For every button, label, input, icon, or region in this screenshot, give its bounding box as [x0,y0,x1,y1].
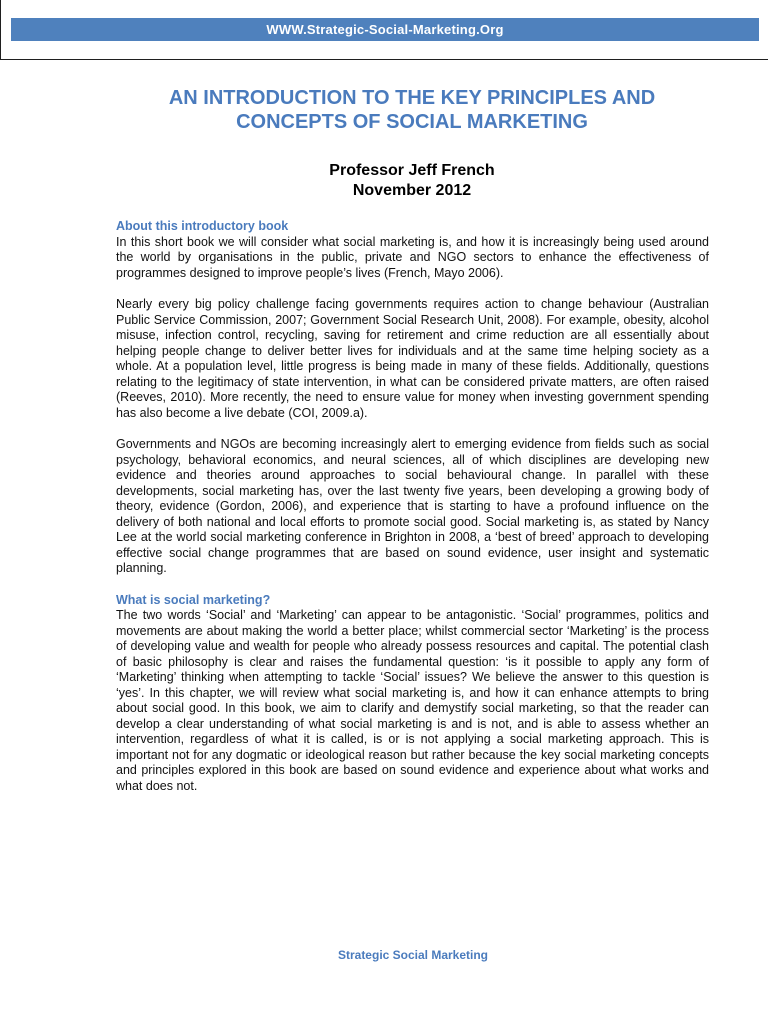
paragraph: The two words ‘Social’ and ‘Marketing’ can appear to be antagonistic. ‘Social’ programmes, politics and movements are about making the world a better place; whilst commercial sector ‘Marketing’ is the process of developing value and wealth for people who already possess resources and capital. The potential clash of basic philosophy is clear and raises the fundamental question: ‘is it possible to apply any form of ‘Marketing’ thinking when attempting to tackle ‘Social’ issues? We believe the answer to this question is ‘yes’. In this chapter, we will review what social marketing is, and how it can enhance attempts to bring about social good. In this book, we aim to clarify and demystify social marketing, so that the reader can develop a clear understanding of what social marketing is and is not, and is able to assess whether an intervention, regardless of what it is called, is or is not applying a social marketing approach. This is important not for any dogmatic or ideological reason but rather because the key social marketing concepts and principles explored in this book are based on sound evidence and experience about what works and what does not. [116,608,709,793]
title-line-1: AN INTRODUCTION TO THE KEY PRINCIPLES AND [168,87,656,109]
paragraph: In this short book we will consider what social marketing is, and how it is increasingly being used around the world by organisations in the public, private and NGO sectors to enhance the effectiveness of programmes designed to improve people’s lives (French, Mayo 2006). [116,234,709,280]
paragraph: Nearly every big policy challenge facing governments requires action to change behaviour (Australian Public Service Commission, 2007; Government Social Research Unit, 2008). For example, obesity, alcohol misuse, infection control, recycling, saving for retirement and crime reduction are all essentially about helping people change to deliver better lives for individuals and at the same time helping society as a whole. At a population level, little progress is being made in many of these fields. Additionally, questions relating to the legitimacy of state intervention, in what can be considered private matters, are often raised (Reeves, 2010). More recently, the need to ensure value for money when investing government spending has also become a live debate (COI, 2009.a). [116,297,709,420]
author-block [200,161,624,201]
author-name: Professor Jeff French [329,162,495,179]
publication-date: November 2012 [352,182,472,199]
page-footer: Strategic Social Marketing [337,948,489,962]
paragraph: Governments and NGOs are becoming increasingly alert to emerging evidence from fields such as social psychology, behavioral economics, and neural sciences, all of which disciplines are developing new evidence and theories around approaches to social behavioural change. In parallel with these developments, social marketing has, over the last twenty five years, been developing a growing body of theory, evidence (Gordon, 2006), and experience that is starting to have a profound influence on the delivery of both national and local efforts to promote social good. Social marketing is, as stated by Nancy Lee at the world social marketing conference in Brighton in 2008, a ‘best of breed’ approach to developing effective social change programmes that are based on sound evidence, user insight and systematic planning. [116,437,709,575]
main-content [116,219,709,794]
document-title [100,86,724,134]
website-banner [11,18,759,41]
page-header-frame [0,0,768,60]
section-heading-about: About this introductory book [116,219,289,233]
title-line-2: CONCEPTS OF SOCIAL MARKETING [236,111,588,133]
website-url[interactable]: WWW.Strategic-Social-Marketing.Org [266,22,504,37]
section-heading-what-is: What is social marketing? [116,592,271,607]
